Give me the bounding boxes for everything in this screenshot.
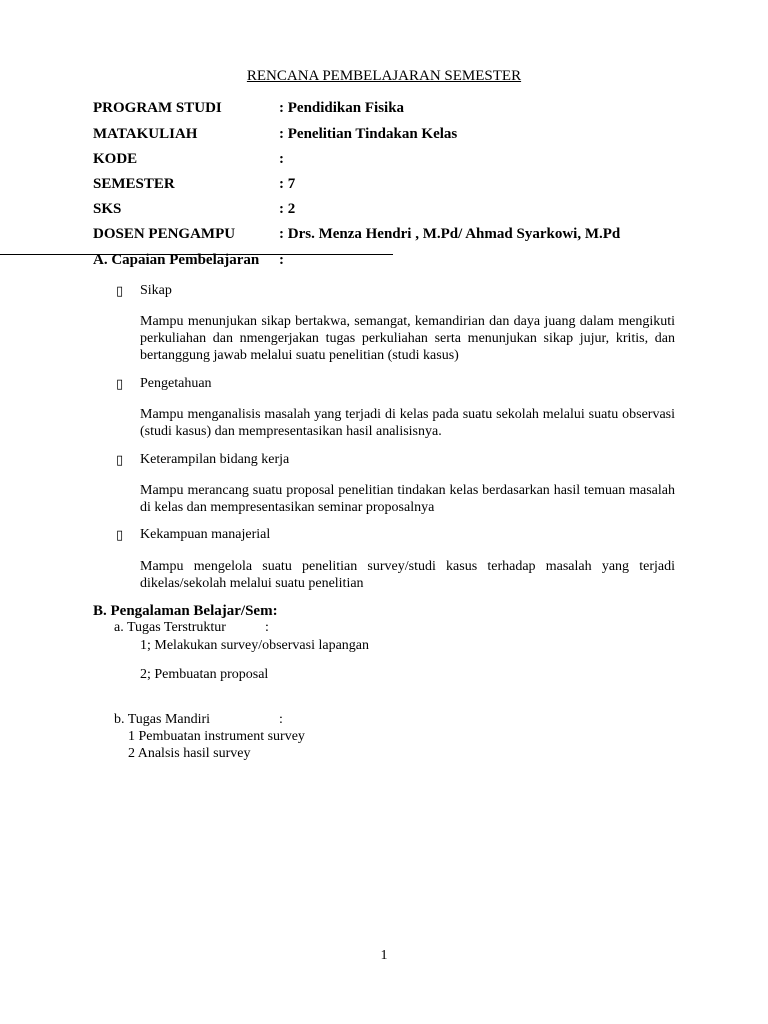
info-value: : 2 [279,201,296,217]
item-text-pengetahuan: Mampu menganalisis masalah yang terjadi di kelas pada suatu sekolah melalui suatu observasi (studi kasus) dan mempresentasikan hasil analisisnya. [140,407,675,439]
item-label-sikap: Sikap [140,283,172,298]
section-a-heading [93,250,284,270]
tugas-terstruktur-item: 2; Pembuatan proposal [140,667,269,682]
tugas-mandiri-item: 2 Analsis hasil survey [128,746,251,761]
info-label: DOSEN PENGAMPU [93,226,236,242]
info-label: MATAKULIAH [93,126,198,142]
info-label: SKS [93,201,122,217]
info-label: PROGRAM STUDI [93,100,222,116]
tugas-mandiri-colon: : [279,712,283,727]
tugas-terstruktur-colon: : [265,620,269,635]
item-text-keterampilan: Mampu merancang suatu proposal penelitian tindakan kelas berdasarkan hasil temuan masalah di kelas dan mempresentasikan seminar proposalnya [140,483,675,515]
section-a-colon: : [279,252,284,268]
info-value: : Pendidikan Fisika [279,100,405,116]
info-value: : [279,151,284,167]
info-label: KODE [93,151,138,167]
bullet-icon: ▯ [116,527,124,542]
bullet-icon: ▯ [116,376,124,391]
tugas-mandiri-label: b. Tugas Mandiri [114,712,211,727]
info-value: : Drs. Menza Hendri , M.Pd/ Ahmad Syarkowi, M.Pd [279,226,621,242]
tugas-terstruktur-label: a. Tugas Terstruktur [114,620,226,635]
item-label-pengetahuan: Pengetahuan [140,376,212,391]
info-value: : Penelitian Tindakan Kelas [279,126,458,142]
page-number: 1 [380,948,388,963]
item-label-keterampilan: Keterampilan bidang kerja [140,452,290,467]
section-a-title: A. Capaian Pembelajaran [93,252,260,268]
item-text-sikap: Mampu menunjukan sikap bertakwa, semangat, kemandirian dan daya juang dalam mengikuti perkuliahan dan nmengerjakan tugas perkuliahan serta menunjukan sikap jujur, kritis, dan bertanggung jawab melalui suatu penelitian (studi kasus) [140,314,675,363]
item-text-manajerial: Mampu mengelola suatu penelitian survey/studi kasus terhadap masalah yang terjadi dikelas/sekolah melalui suatu penelitian [140,559,675,591]
bullet-icon: ▯ [116,283,124,298]
tugas-mandiri-row [114,711,283,728]
info-value: : 7 [279,176,296,192]
item-label-manajerial: Kekampuan manajerial [140,527,271,542]
tugas-mandiri-item: 1 Pembuatan instrument survey [128,729,305,744]
section-b-heading: B. Pengalaman Belajar/Sem: [93,603,278,619]
tugas-terstruktur-item: 1; Melakukan survey/observasi lapangan [140,638,369,653]
info-label: SEMESTER [93,176,175,192]
document-title: RENCANA PEMBELAJARAN SEMESTER [246,68,522,84]
tugas-terstruktur-row [114,619,269,636]
bullet-icon: ▯ [116,452,124,467]
